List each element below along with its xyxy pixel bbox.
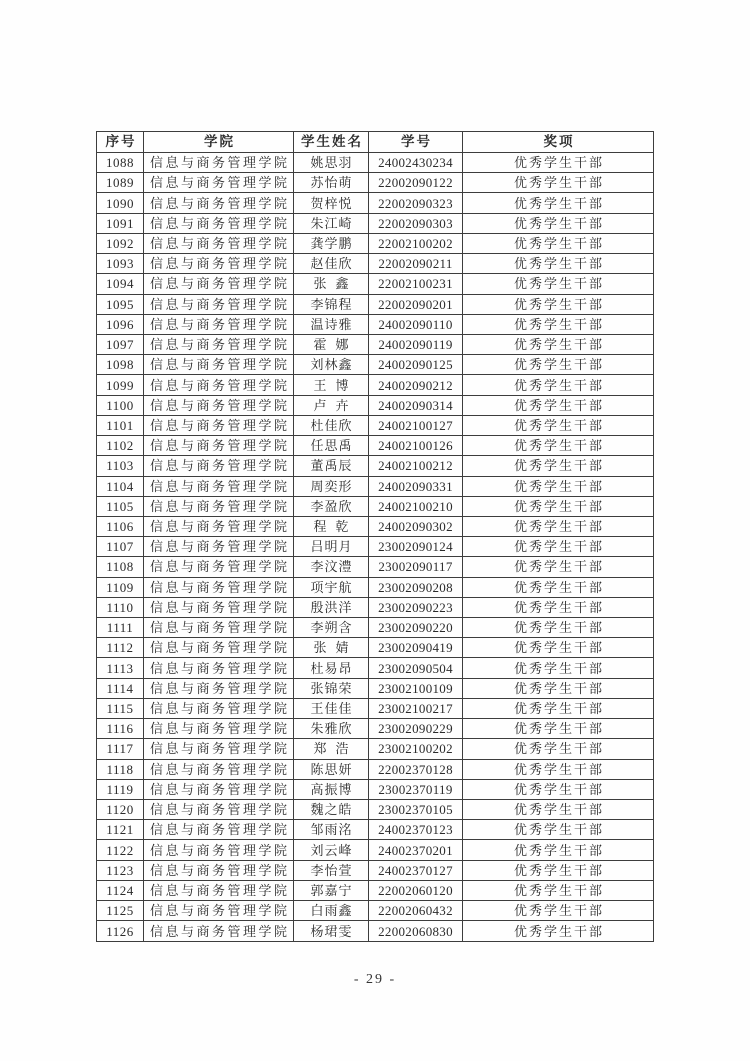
table-cell-name: 郭嘉宁 (294, 880, 369, 900)
table-cell-index: 1108 (97, 557, 144, 577)
award-table (96, 131, 654, 942)
table-cell-student-id: 22002060830 (369, 921, 463, 942)
table-cell-college: 信息与商务管理学院 (144, 456, 294, 476)
table-cell-student-id: 22002090323 (369, 193, 463, 213)
table-cell-award: 优秀学生干部 (463, 153, 654, 173)
table-cell-student-id: 23002100202 (369, 739, 463, 759)
table-row (97, 233, 654, 253)
table-cell-index: 1121 (97, 820, 144, 840)
table-cell-index: 1103 (97, 456, 144, 476)
table-cell-college: 信息与商务管理学院 (144, 557, 294, 577)
table-row (97, 375, 654, 395)
table-cell-college: 信息与商务管理学院 (144, 314, 294, 334)
table-cell-student-id: 24002090331 (369, 476, 463, 496)
table-cell-college: 信息与商务管理学院 (144, 901, 294, 921)
table-cell-index: 1092 (97, 233, 144, 253)
table-cell-index: 1098 (97, 355, 144, 375)
table-cell-college: 信息与商务管理学院 (144, 577, 294, 597)
table-row (97, 537, 654, 557)
table-row (97, 759, 654, 779)
table-cell-college: 信息与商务管理学院 (144, 921, 294, 942)
table-cell-award: 优秀学生干部 (463, 678, 654, 698)
table-cell-student-id: 24002370123 (369, 820, 463, 840)
table-cell-name: 项宇航 (294, 577, 369, 597)
table-cell-award: 优秀学生干部 (463, 334, 654, 354)
table-cell-student-id: 22002090211 (369, 254, 463, 274)
table-cell-college: 信息与商务管理学院 (144, 800, 294, 820)
table-row (97, 597, 654, 617)
table-cell-name: 陈思妍 (294, 759, 369, 779)
table-row (97, 516, 654, 536)
table-cell-award: 优秀学生干部 (463, 557, 654, 577)
table-cell-award: 优秀学生干部 (463, 314, 654, 334)
table-cell-college: 信息与商务管理学院 (144, 678, 294, 698)
table-cell-name: 白雨鑫 (294, 901, 369, 921)
table-cell-name: 张锦荣 (294, 678, 369, 698)
table-row (97, 557, 654, 577)
table-cell-college: 信息与商务管理学院 (144, 254, 294, 274)
table-cell-college: 信息与商务管理学院 (144, 173, 294, 193)
table-cell-college: 信息与商务管理学院 (144, 779, 294, 799)
table-row (97, 678, 654, 698)
table-cell-name: 朱江崎 (294, 213, 369, 233)
table-cell-college: 信息与商务管理学院 (144, 476, 294, 496)
table-cell-name: 贺梓悦 (294, 193, 369, 213)
table-cell-name: 霍娜 (294, 334, 369, 354)
table-cell-name: 刘林鑫 (294, 355, 369, 375)
table-cell-award: 优秀学生干部 (463, 840, 654, 860)
table-header-row (97, 132, 654, 153)
table-cell-index: 1118 (97, 759, 144, 779)
table-cell-student-id: 24002090314 (369, 395, 463, 415)
table-cell-award: 优秀学生干部 (463, 860, 654, 880)
table-row (97, 355, 654, 375)
table-cell-index: 1124 (97, 880, 144, 900)
table-row (97, 800, 654, 820)
table-cell-award: 优秀学生干部 (463, 254, 654, 274)
table-cell-award: 优秀学生干部 (463, 759, 654, 779)
table-cell-award: 优秀学生干部 (463, 436, 654, 456)
table-cell-student-id: 22002370128 (369, 759, 463, 779)
table-cell-index: 1125 (97, 901, 144, 921)
table-cell-name: 张婧 (294, 638, 369, 658)
table-cell-college: 信息与商务管理学院 (144, 759, 294, 779)
table-cell-index: 1120 (97, 800, 144, 820)
table-cell-student-id: 24002100127 (369, 415, 463, 435)
table-cell-student-id: 24002090212 (369, 375, 463, 395)
table-cell-award: 优秀学生干部 (463, 638, 654, 658)
col-header-college: 学院 (144, 132, 294, 153)
table-cell-index: 1091 (97, 213, 144, 233)
table-cell-name: 杜易昂 (294, 658, 369, 678)
table-cell-college: 信息与商务管理学院 (144, 395, 294, 415)
table-cell-index: 1106 (97, 516, 144, 536)
col-header-name: 学生姓名 (294, 132, 369, 153)
table-cell-name: 程乾 (294, 516, 369, 536)
table-cell-award: 优秀学生干部 (463, 395, 654, 415)
table-cell-award: 优秀学生干部 (463, 496, 654, 516)
table-cell-award: 优秀学生干部 (463, 658, 654, 678)
table-cell-student-id: 23002090229 (369, 719, 463, 739)
table-cell-index: 1090 (97, 193, 144, 213)
table-cell-college: 信息与商务管理学院 (144, 516, 294, 536)
col-header-index: 序号 (97, 132, 144, 153)
table-row (97, 294, 654, 314)
table-cell-name: 殷洪洋 (294, 597, 369, 617)
table-cell-name: 郑浩 (294, 739, 369, 759)
table-cell-index: 1097 (97, 334, 144, 354)
table-cell-student-id: 23002090208 (369, 577, 463, 597)
table-cell-college: 信息与商务管理学院 (144, 597, 294, 617)
table-cell-college: 信息与商务管理学院 (144, 436, 294, 456)
table-cell-student-id: 23002370119 (369, 779, 463, 799)
table-cell-award: 优秀学生干部 (463, 921, 654, 942)
table-cell-name: 邹雨洺 (294, 820, 369, 840)
table-cell-college: 信息与商务管理学院 (144, 638, 294, 658)
table-cell-college: 信息与商务管理学院 (144, 375, 294, 395)
table-cell-award: 优秀学生干部 (463, 456, 654, 476)
table-row (97, 173, 654, 193)
table-cell-name: 苏怡萌 (294, 173, 369, 193)
table-cell-student-id: 23002370105 (369, 800, 463, 820)
table-cell-award: 优秀学生干部 (463, 779, 654, 799)
table-cell-name: 姚思羽 (294, 153, 369, 173)
table-row (97, 880, 654, 900)
table-cell-award: 优秀学生干部 (463, 901, 654, 921)
table-cell-index: 1105 (97, 496, 144, 516)
table-cell-student-id: 23002090124 (369, 537, 463, 557)
table-cell-student-id: 22002090303 (369, 213, 463, 233)
table-cell-name: 任思禹 (294, 436, 369, 456)
table-cell-index: 1112 (97, 638, 144, 658)
table-row (97, 436, 654, 456)
table-row (97, 860, 654, 880)
table-cell-college: 信息与商务管理学院 (144, 294, 294, 314)
table-cell-student-id: 24002370127 (369, 860, 463, 880)
table-cell-college: 信息与商务管理学院 (144, 415, 294, 435)
table-cell-index: 1126 (97, 921, 144, 942)
table-cell-college: 信息与商务管理学院 (144, 719, 294, 739)
table-cell-index: 1100 (97, 395, 144, 415)
table-cell-name: 刘云峰 (294, 840, 369, 860)
table-row (97, 840, 654, 860)
table-row (97, 213, 654, 233)
table-cell-award: 优秀学生干部 (463, 173, 654, 193)
table-cell-student-id: 23002100217 (369, 698, 463, 718)
table-cell-college: 信息与商务管理学院 (144, 840, 294, 860)
table-row (97, 274, 654, 294)
table-cell-award: 优秀学生干部 (463, 618, 654, 638)
table-cell-index: 1115 (97, 698, 144, 718)
table-cell-student-id: 22002060120 (369, 880, 463, 900)
table-cell-award: 优秀学生干部 (463, 274, 654, 294)
table-cell-award: 优秀学生干部 (463, 698, 654, 718)
table-cell-student-id: 22002100231 (369, 274, 463, 294)
table-cell-college: 信息与商务管理学院 (144, 355, 294, 375)
table-cell-name: 杜佳欣 (294, 415, 369, 435)
table-cell-college: 信息与商务管理学院 (144, 739, 294, 759)
table-cell-college: 信息与商务管理学院 (144, 860, 294, 880)
table-row (97, 153, 654, 173)
table-row (97, 496, 654, 516)
table-cell-award: 优秀学生干部 (463, 800, 654, 820)
table-cell-name: 李盈欣 (294, 496, 369, 516)
table-cell-college: 信息与商务管理学院 (144, 213, 294, 233)
table-cell-index: 1099 (97, 375, 144, 395)
table-cell-name: 董禹辰 (294, 456, 369, 476)
table-cell-index: 1122 (97, 840, 144, 860)
table-row (97, 456, 654, 476)
table-cell-college: 信息与商务管理学院 (144, 537, 294, 557)
table-cell-student-id: 24002090302 (369, 516, 463, 536)
table-cell-student-id: 22002090122 (369, 173, 463, 193)
table-cell-name: 杨珺雯 (294, 921, 369, 942)
table-row (97, 577, 654, 597)
table-cell-college: 信息与商务管理学院 (144, 233, 294, 253)
table-cell-student-id: 24002090110 (369, 314, 463, 334)
table-cell-student-id: 23002100109 (369, 678, 463, 698)
table-row (97, 415, 654, 435)
table-cell-student-id: 23002090223 (369, 597, 463, 617)
table-cell-college: 信息与商务管理学院 (144, 880, 294, 900)
table-cell-name: 赵佳欣 (294, 254, 369, 274)
table-cell-index: 1101 (97, 415, 144, 435)
table-cell-name: 朱雅欣 (294, 719, 369, 739)
table-row (97, 334, 654, 354)
table-cell-index: 1107 (97, 537, 144, 557)
table-cell-name: 温诗雅 (294, 314, 369, 334)
table-body (97, 153, 654, 942)
table-cell-student-id: 24002090125 (369, 355, 463, 375)
table-row (97, 901, 654, 921)
table-cell-student-id: 24002090119 (369, 334, 463, 354)
table-cell-index: 1096 (97, 314, 144, 334)
table-cell-college: 信息与商务管理学院 (144, 274, 294, 294)
table-row (97, 314, 654, 334)
table-cell-award: 优秀学生干部 (463, 355, 654, 375)
table-cell-name: 张鑫 (294, 274, 369, 294)
table-cell-award: 优秀学生干部 (463, 739, 654, 759)
table-cell-index: 1117 (97, 739, 144, 759)
table-row (97, 779, 654, 799)
table-cell-name: 卢卉 (294, 395, 369, 415)
table-row (97, 719, 654, 739)
table-cell-college: 信息与商务管理学院 (144, 698, 294, 718)
table-cell-student-id: 24002100212 (369, 456, 463, 476)
table-cell-student-id: 24002100210 (369, 496, 463, 516)
table-row (97, 254, 654, 274)
table-cell-index: 1094 (97, 274, 144, 294)
table-row (97, 395, 654, 415)
table-cell-name: 李朔含 (294, 618, 369, 638)
table-cell-award: 优秀学生干部 (463, 193, 654, 213)
table-row (97, 698, 654, 718)
table-row (97, 476, 654, 496)
table-cell-name: 魏之皓 (294, 800, 369, 820)
col-header-student-id: 学号 (369, 132, 463, 153)
table-cell-student-id: 24002430234 (369, 153, 463, 173)
table-cell-award: 优秀学生干部 (463, 719, 654, 739)
table-row (97, 658, 654, 678)
table-cell-college: 信息与商务管理学院 (144, 193, 294, 213)
table-row (97, 921, 654, 942)
table-cell-award: 优秀学生干部 (463, 375, 654, 395)
table-cell-award: 优秀学生干部 (463, 233, 654, 253)
table-cell-student-id: 23002090419 (369, 638, 463, 658)
table-cell-award: 优秀学生干部 (463, 476, 654, 496)
table-cell-index: 1116 (97, 719, 144, 739)
table-cell-index: 1088 (97, 153, 144, 173)
table-cell-name: 周奕形 (294, 476, 369, 496)
table-cell-award: 优秀学生干部 (463, 516, 654, 536)
table-cell-student-id: 22002100202 (369, 233, 463, 253)
table-cell-index: 1110 (97, 597, 144, 617)
table-row (97, 638, 654, 658)
table-cell-student-id: 22002090201 (369, 294, 463, 314)
table-cell-index: 1119 (97, 779, 144, 799)
page-number: - 29 - (353, 972, 397, 987)
table-cell-student-id: 23002090504 (369, 658, 463, 678)
table-cell-college: 信息与商务管理学院 (144, 334, 294, 354)
table-row (97, 739, 654, 759)
table-row (97, 193, 654, 213)
col-header-award: 奖项 (463, 132, 654, 153)
table-cell-award: 优秀学生干部 (463, 820, 654, 840)
table-cell-name: 高振博 (294, 779, 369, 799)
table-cell-award: 优秀学生干部 (463, 537, 654, 557)
table-cell-award: 优秀学生干部 (463, 880, 654, 900)
table-cell-student-id: 23002090117 (369, 557, 463, 577)
table-cell-name: 王佳佳 (294, 698, 369, 718)
table-cell-index: 1114 (97, 678, 144, 698)
table-cell-index: 1089 (97, 173, 144, 193)
table-cell-college: 信息与商务管理学院 (144, 618, 294, 638)
table-cell-name: 李汶澧 (294, 557, 369, 577)
table-cell-college: 信息与商务管理学院 (144, 153, 294, 173)
table-cell-award: 优秀学生干部 (463, 213, 654, 233)
table-cell-name: 李怡萱 (294, 860, 369, 880)
table-cell-college: 信息与商务管理学院 (144, 658, 294, 678)
table-cell-index: 1113 (97, 658, 144, 678)
table-cell-name: 吕明月 (294, 537, 369, 557)
table-cell-award: 优秀学生干部 (463, 415, 654, 435)
table-cell-student-id: 22002060432 (369, 901, 463, 921)
table-cell-college: 信息与商务管理学院 (144, 496, 294, 516)
table-cell-index: 1093 (97, 254, 144, 274)
table-row (97, 618, 654, 638)
table-cell-index: 1104 (97, 476, 144, 496)
table-cell-index: 1109 (97, 577, 144, 597)
table-cell-index: 1102 (97, 436, 144, 456)
table-cell-award: 优秀学生干部 (463, 577, 654, 597)
table-cell-student-id: 24002370201 (369, 840, 463, 860)
table-cell-student-id: 24002100126 (369, 436, 463, 456)
table-cell-index: 1095 (97, 294, 144, 314)
table-cell-index: 1111 (97, 618, 144, 638)
table-row (97, 820, 654, 840)
table-cell-college: 信息与商务管理学院 (144, 820, 294, 840)
table-cell-name: 王博 (294, 375, 369, 395)
table-cell-student-id: 23002090220 (369, 618, 463, 638)
table-cell-name: 李锦程 (294, 294, 369, 314)
table-cell-award: 优秀学生干部 (463, 294, 654, 314)
table-cell-name: 龚学鹏 (294, 233, 369, 253)
table-cell-award: 优秀学生干部 (463, 597, 654, 617)
table-cell-index: 1123 (97, 860, 144, 880)
